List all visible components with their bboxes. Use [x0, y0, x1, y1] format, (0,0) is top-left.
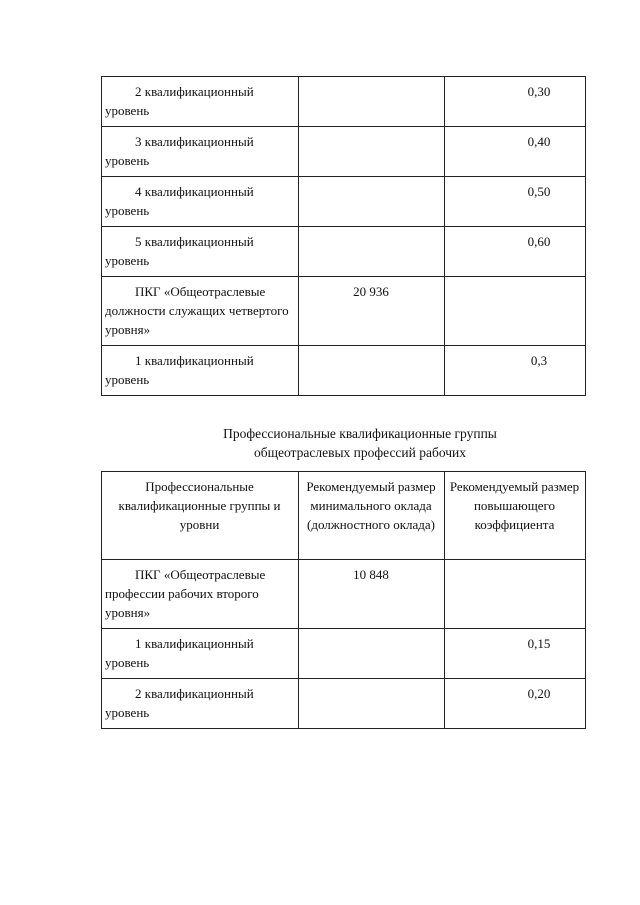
coefficient-cell: 0,20: [445, 679, 586, 729]
group-name-cell: 2 квалификационный уровень: [102, 679, 299, 729]
group-name-cell: 1 квалификационный уровень: [102, 629, 299, 679]
salary-cell: [299, 629, 445, 679]
coefficient-cell: [445, 277, 586, 346]
group-name-cell: 3 квалификационный уровень: [102, 127, 299, 177]
group-name-cell: ПКГ «Общеотраслевые профессии рабочих второго уровня»: [102, 560, 299, 629]
group-name-cell: ПКГ «Общеотраслевые должности служащих четвертого уровня»: [102, 277, 299, 346]
table-row: [102, 629, 586, 679]
group-name-cell: 4 квалификационный уровень: [102, 177, 299, 227]
salary-cell: 10 848: [299, 560, 445, 629]
table-row: [102, 277, 586, 346]
coefficient-cell: 0,50: [445, 177, 586, 227]
coefficient-cell: 0,40: [445, 127, 586, 177]
table-row: [102, 77, 586, 127]
coefficient-cell: 0,60: [445, 227, 586, 277]
salary-cell: [299, 227, 445, 277]
group-name-cell: 2 квалификационный уровень: [102, 77, 299, 127]
table-row: [102, 227, 586, 277]
table-row: [102, 560, 586, 629]
table-row: [102, 679, 586, 729]
coefficient-cell: 0,3: [445, 346, 586, 396]
group-name-cell: 5 квалификационный уровень: [102, 227, 299, 277]
table-header-row: [102, 472, 586, 560]
salary-cell: [299, 127, 445, 177]
header-salary: Рекомендуемый размер минимального оклада (должностного оклада): [299, 472, 445, 560]
table-row: [102, 127, 586, 177]
salary-cell: [299, 679, 445, 729]
section-title-line-2: общеотраслевых профессий рабочих: [253, 445, 467, 460]
section-title-line-1: Профессиональные квалификационные группы: [223, 426, 497, 441]
salary-cell: [299, 177, 445, 227]
table-row: [102, 177, 586, 227]
coefficient-cell: [445, 560, 586, 629]
coefficient-cell: 0,30: [445, 77, 586, 127]
qualification-table-1: [101, 76, 586, 396]
salary-cell: 20 936: [299, 277, 445, 346]
coefficient-cell: 0,15: [445, 629, 586, 679]
header-groups: Профессиональные квалификационные группы и уровни: [102, 472, 299, 560]
salary-cell: [299, 77, 445, 127]
header-coefficient: Рекомендуемый размер повышающего коэффициента: [445, 472, 586, 560]
salary-cell: [299, 346, 445, 396]
qualification-table-2: [101, 471, 586, 729]
table-row: [102, 346, 586, 396]
group-name-cell: 1 квалификационный уровень: [102, 346, 299, 396]
